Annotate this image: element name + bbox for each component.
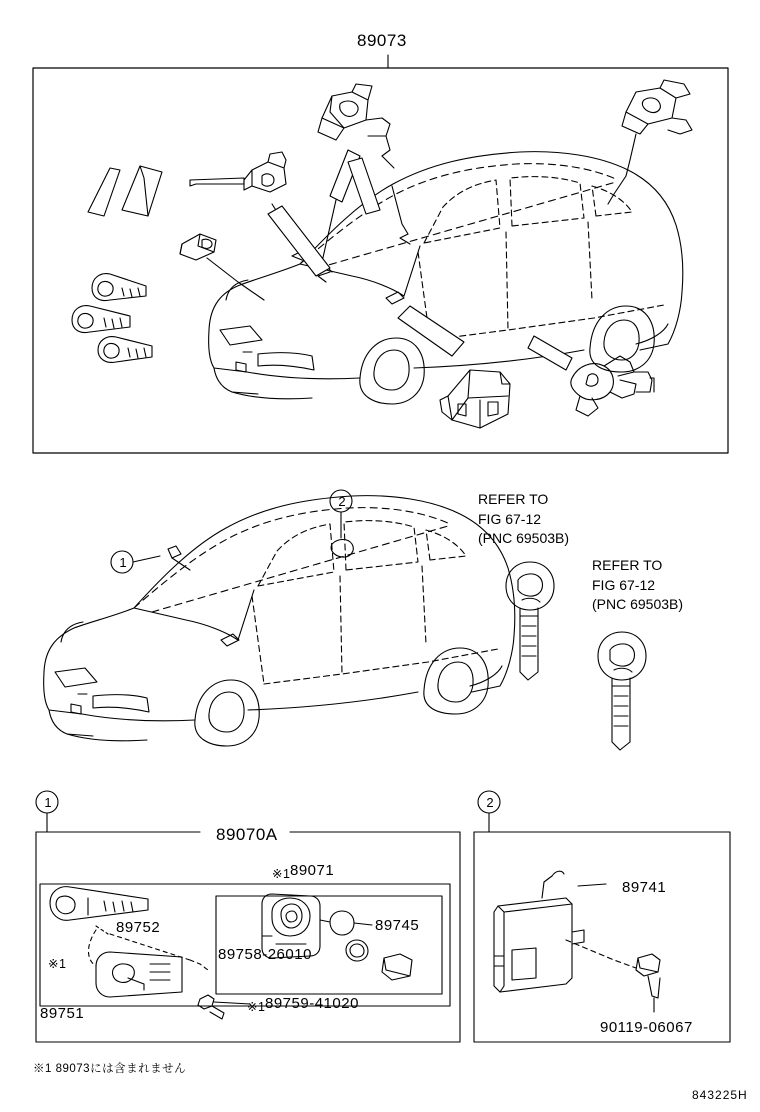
refer-note-2-line1: REFER TO <box>592 557 663 573</box>
section-1-callout: 1 <box>44 795 52 810</box>
label-89741: 89741 <box>622 879 667 896</box>
label-90119-06067: 90119-06067 <box>600 1019 693 1036</box>
label-89758-26010: 89758-26010 <box>218 946 312 963</box>
section-title-89070a: 89070A <box>216 825 278 844</box>
label-89751: 89751 <box>40 1005 85 1022</box>
section-2-callout: 2 <box>486 795 494 810</box>
label-89752: 89752 <box>116 919 161 936</box>
label-89071: 89071 <box>290 862 335 879</box>
refer-note-1-line3: (PNC 69503B) <box>478 530 570 546</box>
drawing-code: 843225H <box>692 1088 748 1102</box>
footnote: ※1 89073には含まれません <box>33 1063 187 1075</box>
callout-2-middle: 2 <box>338 494 346 509</box>
callout-1-middle: 1 <box>119 555 127 570</box>
label-89759-41020: 89759-41020 <box>265 995 359 1012</box>
refer-note-1-line2: FIG 67-12 <box>478 511 542 527</box>
refer-note-2-line3: (PNC 69503B) <box>592 596 684 612</box>
asterisk-mark-1: ※1 <box>48 957 67 971</box>
top-part-number: 89073 <box>357 31 407 50</box>
label-89745: 89745 <box>375 917 420 934</box>
refer-note-1-line1: REFER TO <box>478 491 549 507</box>
asterisk-mark-3: ※1 <box>247 1000 266 1014</box>
asterisk-mark-2: ※1 <box>272 867 291 881</box>
refer-note-2-line2: FIG 67-12 <box>592 577 656 593</box>
